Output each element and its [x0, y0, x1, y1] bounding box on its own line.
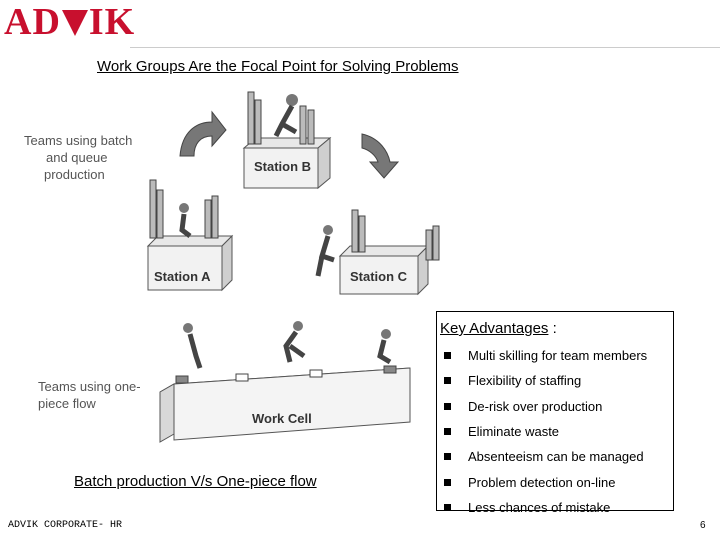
key-advantages-heading-colon: : — [548, 320, 557, 337]
header-divider — [130, 47, 720, 48]
bullet-icon — [444, 352, 451, 359]
list-item-text: Eliminate waste — [468, 424, 560, 440]
footer-org: ADVIK CORPORATE- HR — [8, 520, 123, 531]
bullet-icon — [444, 453, 451, 460]
list-item-text: Multi skilling for team members — [468, 348, 648, 364]
list-item — [444, 368, 647, 393]
advik-logo: AD IK — [4, 1, 136, 43]
list-item — [444, 419, 647, 444]
label-batch-line-2: and queue — [46, 150, 108, 165]
key-advantages-heading-text: Key Advantages — [440, 320, 549, 337]
cycle-arrow-down — [362, 134, 398, 178]
list-item-text: Less chances of mistake — [468, 499, 611, 515]
bullet-icon — [444, 377, 451, 384]
key-advantages-heading — [440, 320, 557, 337]
list-item — [444, 469, 647, 494]
label-batch-line-1: Teams using batch — [24, 133, 133, 148]
list-item-text: Problem detection on-line — [468, 474, 616, 490]
bullet-icon — [444, 479, 451, 486]
label-flow-teams — [38, 378, 141, 412]
bullet-icon — [444, 403, 451, 410]
list-item-text: Flexibility of staffing — [468, 373, 582, 389]
list-item — [444, 444, 647, 469]
bullet-icon — [444, 504, 451, 511]
station-a-label: Station A — [154, 269, 211, 284]
figure-caption: Batch production V/s One-piece flow — [74, 473, 317, 490]
work-cell-label: Work Cell — [252, 411, 312, 426]
list-item-text: Absenteeism can be managed — [468, 449, 644, 465]
label-batch-line-3: production — [44, 167, 105, 182]
label-flow-line-2: piece flow — [38, 396, 96, 411]
batch-vs-flow-illustration — [0, 80, 440, 460]
page-number: 6 — [700, 520, 706, 531]
label-batch-teams — [24, 132, 132, 183]
station-c-label: Station C — [350, 269, 408, 284]
cycle-arrow-up — [180, 112, 226, 156]
page-title: Work Groups Are the Focal Point for Solving Problems — [97, 58, 459, 75]
list-item — [444, 343, 647, 368]
bullet-icon — [444, 428, 451, 435]
list-item-text: De-risk over production — [468, 398, 603, 414]
list-item — [444, 394, 647, 419]
station-b-label: Station B — [254, 159, 312, 174]
key-advantages-list — [444, 343, 647, 520]
label-flow-line-1: Teams using one- — [38, 379, 141, 394]
list-item — [444, 495, 647, 520]
